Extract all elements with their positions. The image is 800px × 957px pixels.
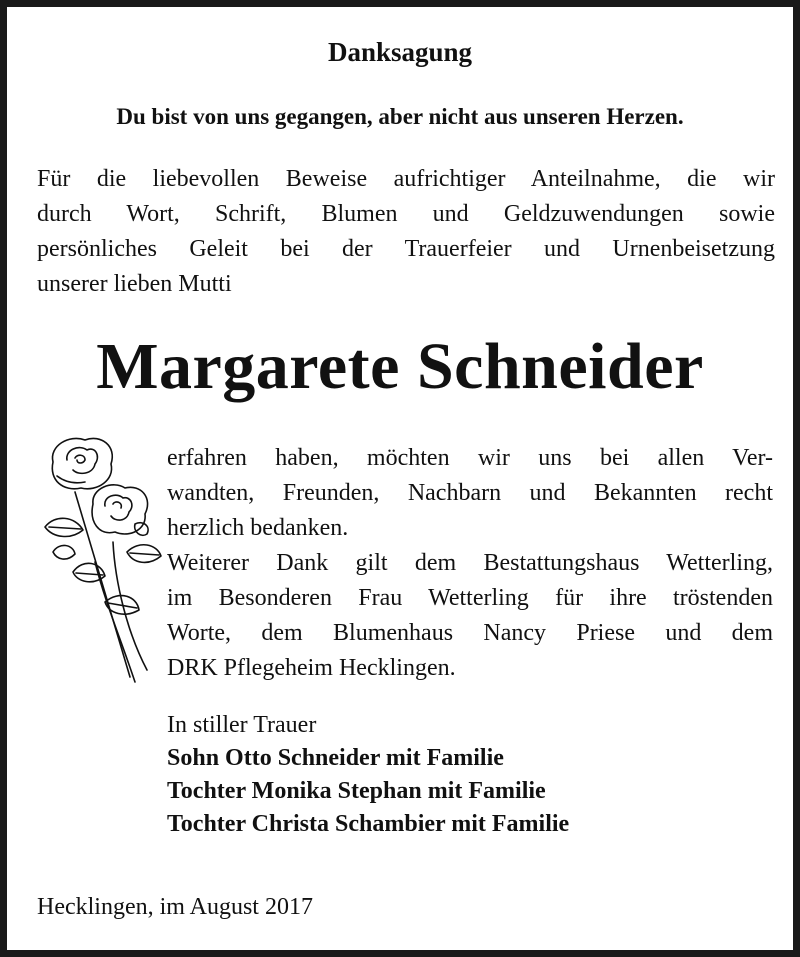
intro-paragraph <box>37 162 775 302</box>
body-line: Worte, dem Blumenhaus Nancy Priese und dem <box>167 620 773 646</box>
mourner-line: Sohn Otto Schneider mit Familie <box>167 745 504 771</box>
body-line: im Besonderen Frau Wetterling für ihre tröstenden <box>167 585 773 611</box>
body-line: herzlich bedanken. <box>167 515 349 541</box>
intro-line: durch Wort, Schrift, Blumen und Geldzuwendungen sowie <box>37 201 775 227</box>
subheading: Du bist von uns gegangen, aber nicht aus unseren Herzen. <box>116 104 684 129</box>
place-date: Hecklingen, im August 2017 <box>37 894 313 920</box>
body-line: erfahren haben, möchten wir uns bei allen Ver- <box>167 445 773 471</box>
mourner-line: Tochter Christa Schambier mit Familie <box>167 811 570 837</box>
intro-line: Für die liebevollen Beweise aufrichtiger Anteilnahme, die wir <box>37 166 775 192</box>
heading: Danksagung <box>327 37 473 67</box>
body-line: DRK Pflegeheim Hecklingen. <box>167 655 456 681</box>
deceased-name: Margarete Schneider <box>96 330 704 403</box>
intro-line: unserer lieben Mutti <box>37 271 232 297</box>
roses-icon <box>35 432 170 687</box>
intro-line: persönliches Geleit bei der Trauerfeier und Urnenbeisetzung <box>37 236 775 262</box>
signoff <box>167 709 773 841</box>
thanks-paragraph <box>167 441 773 686</box>
body-line: Weiterer Dank gilt dem Bestattungshaus Wetterling, <box>167 550 773 576</box>
mourner-line: Tochter Monika Stephan mit Familie <box>167 778 546 804</box>
body-line: wandten, Freunden, Nachbarn und Bekannten recht <box>167 480 773 506</box>
signoff-intro: In stiller Trauer <box>167 712 317 738</box>
